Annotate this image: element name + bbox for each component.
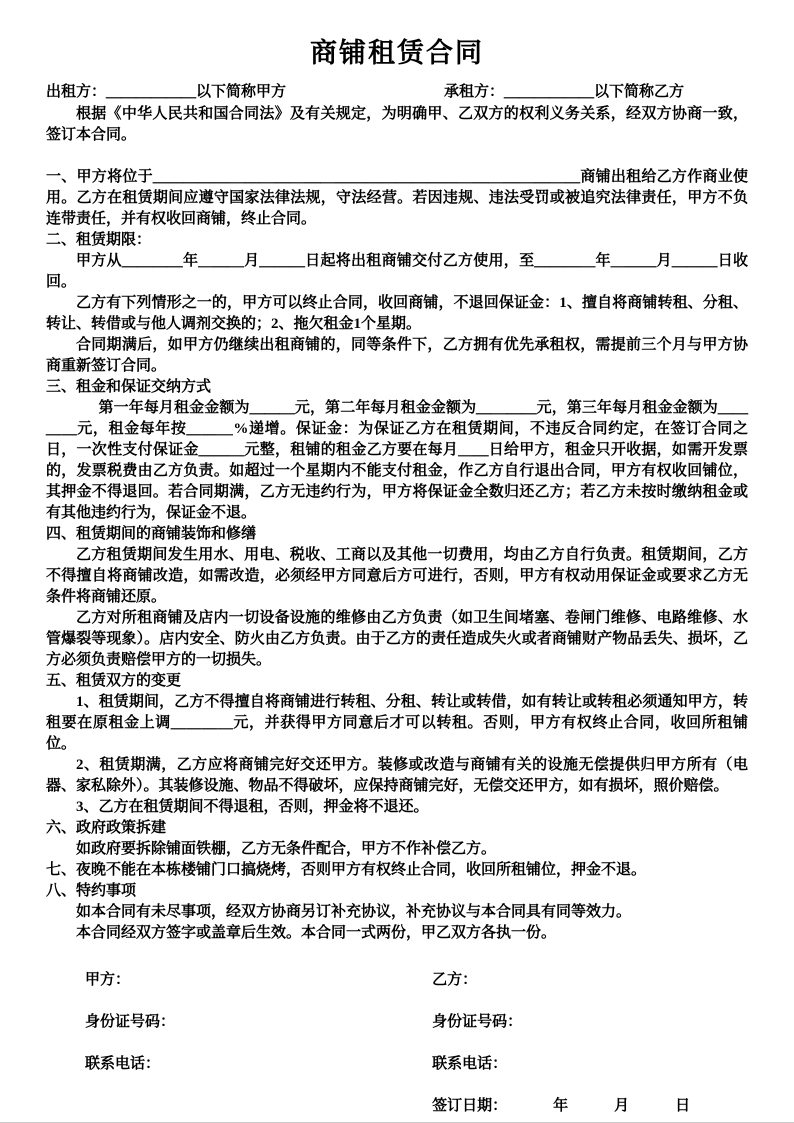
signature-field-label: 甲方： (85, 972, 131, 988)
contract-paragraph: 1、租赁期间，乙方不得擅自将商铺进行转租、分租、转让或转借，如有转让或转租必须通知甲方，转租要在原租金上调＿＿＿＿元，并获得甲方同意后才可以转租。否则，甲方有权终止合同，收回所租铺位。 (46, 694, 748, 752)
contract-paragraph: 六、政府政策拆建 (46, 820, 167, 836)
contract-paragraph: 四、租赁期间的商铺装饰和修缮 (46, 526, 257, 542)
contract-paragraph: 一、甲方将位于＿＿＿＿＿＿＿＿＿＿＿＿＿＿＿＿＿＿＿＿＿＿＿＿＿＿＿＿商铺出租给乙方作商业使用。乙方在租赁期间应遵守国家法律法规，守法经营。若因违规、违法受罚或被追究法律责任，甲方不负连带责任，并有权收回商铺，终止合同。 (46, 169, 748, 227)
signing-date-label: 签订日期： (432, 1098, 508, 1114)
contract-paragraph: 3、乙方在租赁期间不得退租，否则，押金将不退还。 (76, 799, 429, 815)
signature-right-column (432, 970, 748, 1123)
lessor-label: 出租方： (46, 84, 107, 100)
lessee-blank: ＿＿＿＿＿＿ (503, 84, 594, 100)
signature-block (46, 970, 748, 1123)
date-unit: 日 (675, 1098, 691, 1114)
signature-left-column (46, 970, 432, 1123)
contract-paragraph: 三、租金和保证交纳方式 (46, 379, 212, 395)
contract-paragraph: 如政府要拆除铺面铁棚，乙方无条件配合，甲方不作补偿乙方。 (76, 841, 497, 857)
contract-paragraph: 乙方有下列情形之一的，甲方可以终止合同，收回商铺，不退回保证金：1、擅自将商铺转租、分租、转让、转借或与他人调剂交换的；2、拖欠租金1个星期。 (46, 295, 748, 332)
contract-paragraph: 本合同经双方签字或盖章后生效。本合同一式两份，甲乙双方各执一份。 (76, 925, 557, 941)
contract-paragraph: 合同期满后，如甲方仍继续出租商铺的，同等条件下，乙方拥有优先承租权，需提前三个月与甲方协商重新签订合同。 (46, 337, 748, 374)
contract-paragraph: 第一年每月租金金额为＿＿＿元，第二年每月租金金额为＿＿＿＿元，第三年每月租金金额为＿＿＿＿元，租金每年按＿＿＿%递增。保证金：为保证乙方在租赁期间，不违反合同约定，在签订合同之日，一次性支付保证金＿＿＿元整，租铺的租金乙方要在每月＿＿日给甲方，租金只开收据，如需开发票的，发票税费由乙方负责。如超过一个星期内不能支付租金，作乙方自行退出合同，甲方有权收回铺位，其押金不得退回。若合同期满，乙方无违约行为，甲方将保证金全数归还乙方；若乙方未按时缴纳租金或有其他违约行为，保证金不退。 (46, 400, 748, 521)
contract-paragraph: 七、夜晚不能在本栋楼铺门口搞烧烤，否则甲方有权终止合同，收回所租铺位，押金不退。 (46, 862, 647, 878)
lessor-suffix: 以下简称甲方 (196, 84, 287, 100)
signature-field-label: 身份证号码： (432, 1014, 523, 1030)
signing-date-row (432, 1096, 748, 1117)
page-title: 商铺租赁合同 (310, 38, 484, 68)
lessee-label: 承租方： (443, 84, 504, 100)
contract-paragraph: 2、租赁期满，乙方应将商铺完好交还甲方。装修或改造与商铺有关的设施无偿提供归甲方所有（电器、家私除外）。其装修设施、物品不得破坏，应保持商铺完好，无偿交还甲方，如有损坏，照价赔偿。 (46, 757, 748, 794)
date-unit: 月 (614, 1098, 630, 1114)
lessor-line (46, 82, 286, 103)
contract-paragraph: 甲方从＿＿＿＿年＿＿＿月＿＿＿日起将出租商铺交付乙方使用，至＿＿＿＿年＿＿＿月＿＿＿日收回。 (46, 253, 748, 290)
signature-field-label: 联系电话： (85, 1056, 161, 1072)
date-unit: 年 (553, 1098, 569, 1114)
signature-field-label: 联系电话： (432, 1056, 508, 1072)
lessor-blank: ＿＿＿＿＿＿ (106, 84, 197, 100)
intro-paragraph: 根据《中华人民共和国合同法》及有关规定，为明确甲、乙双方的权利义务关系，经双方协商一致，签订本合同。 (46, 106, 748, 143)
contract-paragraph: 乙方租赁期间发生用水、用电、税收、工商以及其他一切费用，均由乙方自行负责。租赁期间，乙方不得擅自将商铺改造，如需改造，必须经甲方同意后方可进行，否则，甲方有权动用保证金或要求乙方无条件将商铺还原。 (46, 547, 748, 605)
signature-field-label: 乙方： (432, 972, 478, 988)
contract-body (46, 167, 748, 944)
contract-paragraph: 如本合同有未尽事项，经双方协商另订补充协议，补充协议与本合同具有同等效力。 (76, 904, 632, 920)
contract-paragraph: 五、租赁双方的变更 (46, 673, 182, 689)
lessee-suffix: 以下简称乙方 (593, 84, 684, 100)
contract-paragraph: 二、租赁期限： (46, 232, 152, 248)
lessee-line (444, 82, 684, 103)
contract-paragraph: 乙方对所租商铺及店内一切设备设施的维修由乙方负责（如卫生间堵塞、卷闸门维修、电路维修、水管爆裂等现象）。店内安全、防火由乙方负责。由于乙方的责任造成失火或者商铺财产物品丢失、损坏，乙方必须负责赔偿甲方的一切损失。 (46, 610, 748, 668)
signature-field-label: 身份证号码： (85, 1014, 176, 1030)
parties-line (46, 82, 748, 103)
contract-paragraph: 八、特约事项 (46, 883, 137, 899)
